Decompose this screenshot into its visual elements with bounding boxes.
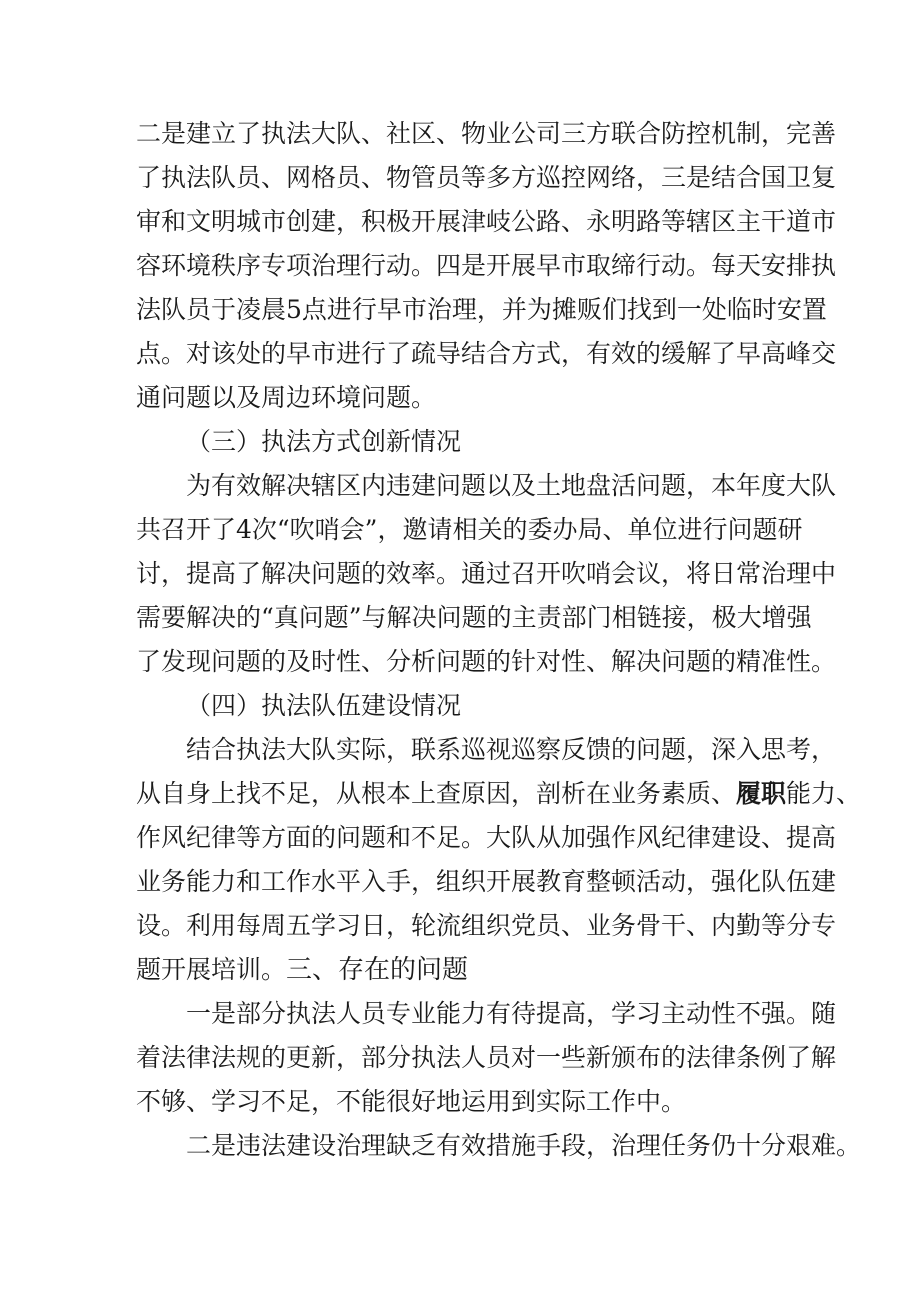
subsection-heading: （三）执法方式创新情况	[186, 427, 462, 456]
text-line: 共召开了4次“吹哨会”，邀请相关的委办局、单位进行问题研	[136, 515, 803, 544]
text-span: 能力、	[786, 779, 862, 808]
text-line: 讨，提高了解决问题的效率。通过召开吹哨会议，将日常治理中	[136, 559, 837, 588]
bold-term: 履职	[736, 779, 787, 808]
text-line: 二是建立了执法大队、社区、物业公司三方联合防控机制，完善	[136, 119, 837, 148]
text-line: 审和文明城市创建，积极开展津岐公路、永明路等辖区主干道市	[136, 207, 837, 236]
text-line: 点。对该处的早市进行了疏导结合方式，有效的缓解了早高峰交	[136, 339, 837, 368]
text-line: 业务能力和工作水平入手，组织开展教育整顿活动，强化队伍建	[136, 867, 837, 896]
text-span: 从自身上找不足，从根本上查原因，剖析在业务素质、	[136, 779, 737, 808]
text-line: 着法律法规的更新，部分执法人员对一些新颁布的法律条例了解	[136, 1043, 837, 1072]
text-line: 作风纪律等方面的问题和不足。大队从加强作风纪律建设、提高	[136, 823, 837, 852]
text-line: 结合执法大队实际，联系巡视巡察反馈的问题，深入思考，	[186, 735, 837, 764]
text-line: 通问题以及周边环境问题。	[136, 383, 437, 412]
text-line: 为有效解决辖区内违建问题以及土地盘活问题，本年度大队	[186, 471, 837, 500]
subsection-heading: （四）执法队伍建设情况	[186, 691, 462, 720]
text-line: 一是部分执法人员专业能力有待提高，学习主动性不强。随	[186, 999, 837, 1028]
text-line: 了发现问题的及时性、分析问题的针对性、解决问题的精准性。	[136, 647, 837, 676]
text-line: 设。利用每周五学习日，轮流组织党员、业务骨干、内勤等分专	[136, 911, 837, 940]
text-span: 题开展培训。	[136, 955, 287, 984]
text-line: 了执法队员、网格员、物管员等多方巡控网络，三是结合国卫复	[136, 163, 837, 192]
text-line	[136, 777, 862, 811]
section-heading: 三、存在的问题	[286, 955, 469, 985]
text-line: 需要解决的“真问题”与解决问题的主责部门相链接，极大增强	[136, 603, 812, 632]
text-line: 容环境秩序专项治理行动。四是开展早市取缔行动。每天安排执	[136, 251, 837, 280]
text-line: 二是违法建设治理缺乏有效措施手段，治理任务仍十分艰难。	[186, 1131, 862, 1160]
text-line: 不够、学习不足，不能很好地运用到实际工作中。	[136, 1087, 687, 1116]
text-line: 法队员于凌晨5点进行早市治理，并为摊贩们找到一处临时安置	[136, 295, 827, 324]
text-line	[136, 953, 796, 987]
